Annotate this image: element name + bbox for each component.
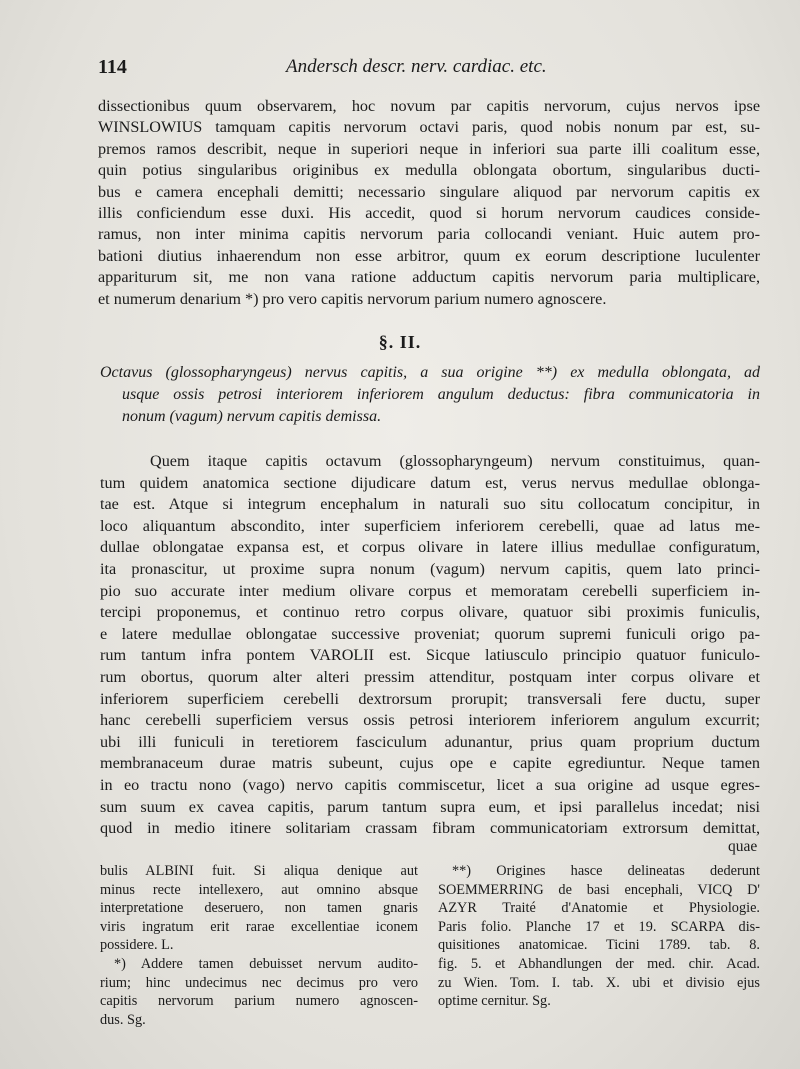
text-line: membranaceum durae matris subeunt, cujus ope e capite egrediuntur. Neque tamen: [100, 754, 760, 773]
text-line: quod in medio itinere solitariam crassam fibram communicatoriam extrorsum demittat,: [100, 819, 760, 838]
text-line: ita pronascitur, ut proxime supra nonum (vagum) nervum capitis, quem lato princi-: [100, 559, 760, 578]
summary-line: Octavus (glossopharyngeus) nervus capitis, a sua origine **) ex medulla oblongata, ad: [100, 364, 760, 381]
footnote-line: fig. 5. et Abhandlungen der med. chir. Acad.: [438, 955, 760, 972]
footnote-line: possidere. L.: [100, 937, 174, 954]
footnote-line: viris ingratum erit rarae excellentiae iconem: [100, 918, 418, 935]
text-line: inferiorem superficiem cerebelli dextrorsum prorupit; transversali fere ductu, super: [100, 689, 760, 708]
catchword: quae: [728, 838, 758, 855]
text-line: bationi diutius inhaerendum non esse arbitror, quum ex eorum descriptione luculenter: [98, 246, 760, 265]
page-number: 114: [98, 56, 127, 78]
main-paragraph: [100, 451, 760, 840]
text-line: pio suo accurate inter medium olivare corpus et memoratam cerebelli superficiem in-: [100, 581, 760, 600]
text-line: in eo tractu nono (vago) nervo capitis commiscetur, licet a sua origine ad usque egres-: [100, 775, 760, 794]
summary-line: usque ossis petrosi interiorem inferiorem angulum deductus: fibra communicatoria in: [122, 386, 760, 403]
footnote-line: quisitiones anatomicae. Ticini 1789. tab. 8.: [438, 937, 760, 954]
text-line: ubi illi funiculi in teretiorem fasciculum adunantur, prius quam proprium ductum: [100, 732, 760, 751]
footnote-line: rium; hinc undecimus nec decimus pro vero: [100, 974, 418, 991]
text-line: premos ramos describit, neque in superiori neque in inferiori sua parte illi coalitum esse,: [98, 139, 760, 158]
footnote-line: bulis ALBINI fuit. Si aliqua denique aut: [100, 863, 418, 879]
footnote-line: minus recte intellexero, aut omnino absque: [100, 881, 418, 898]
page-header: [98, 56, 758, 84]
text-line: hanc cerebelli superficiem versus ossis petrosi interiorem inferiorem angulum excurrit;: [100, 711, 760, 730]
text-line: e latere medullae oblongatae successive proveniat; quorum supremi funiculi origo pa-: [100, 624, 760, 643]
text-line: tercipi proponemus, et continuo retro corpus olivare, quatuor sibi proximis funiculis,: [100, 603, 760, 622]
footnote-line: optime cernitur. Sg.: [438, 993, 551, 1010]
text-line: tae est. Atque si integrum encephalum in naturali suo situ collocatum concipitur, in: [100, 495, 760, 514]
text-line: et numerum denarium *) pro vero capitis nervorum parium numero agnoscere.: [98, 289, 607, 308]
footnote-line: interpretatione deseruero, non tamen gnaris: [100, 900, 418, 917]
summary-line: nonum (vagum) nervum capitis demissa.: [122, 408, 382, 425]
text-line: tum quidem anatomica sectione dijudicare datum est, verus nervus medullae oblonga-: [100, 473, 760, 492]
footnote-line: Paris folio. Planche 17 et 19. SCARPA dis-: [438, 918, 760, 935]
footnote-line: dus. Sg.: [100, 1011, 146, 1028]
text-line: appariturum sit, me non vana ratione adductum capitis nervorum paria multiplicare,: [98, 268, 760, 287]
text-line: quin potius singularibus originibus ex medulla oblongata obortum, singularibus ducti-: [98, 161, 760, 180]
text-line: illis conficiendum esse duxi. His accedit, quod si horum nervorum caudices conside-: [98, 204, 760, 223]
text-line: loco aliquantum abscondito, inter superficiem inferiorem cerebelli, quae ad latus me-: [100, 516, 760, 535]
text-line: bus e camera encephali demitti; necessario singulare aliquod par nervorum capitis ex: [98, 182, 760, 201]
section-summary: [100, 362, 760, 428]
text-line: rum obortus, quorum alter alteri pressim attenditur, postquam inter corpus olivare et: [100, 667, 760, 686]
text-line: sum suum ex cavea capitis, parum tantum supra eum, et ipsi parallelus incedat; nisi: [100, 797, 760, 816]
text-line: dissectionibus quum observarem, hoc novum par capitis nervorum, cujus nervos ipse: [98, 97, 760, 115]
text-line: WINSLOWIUS tamquam capitis nervorum octavi paris, quod nobis nonum par est, su-: [98, 118, 760, 137]
footnote-line: AZYR Traité d'Anatomie et Physiologie.: [438, 900, 760, 917]
running-head: Andersch descr. nerv. cardiac. etc.: [286, 56, 547, 77]
intro-paragraph: [98, 96, 760, 310]
text-line: Quem itaque capitis octavum (glossopharyngeum) nervum constituimus, quan-: [150, 452, 760, 470]
footnote-line: capitis nervorum parium numero agnoscen-: [100, 993, 418, 1010]
section-heading: §. II.: [378, 332, 422, 352]
footnote-line: **) Origines hasce delineatas dederunt: [452, 863, 760, 879]
footnotes-left-column: [100, 862, 418, 1029]
footnote-line: *) Addere tamen debuisset nervum audito-: [114, 955, 418, 972]
footnote-line: SOEMMERRING de basi encephali, VICQ D': [438, 881, 760, 898]
footnotes-right-column: [438, 862, 760, 1011]
text-line: dullae oblongatae expansa est, et corpus olivare in latere illius medullae configuratum,: [100, 538, 760, 557]
text-line: rum tantum infra pontem VAROLII est. Sicque latiusculo principio quatuor funiculo-: [100, 646, 760, 665]
text-line: ramus, non inter minima capitis nervorum paria collocandi veniant. Huic autem pro-: [98, 225, 760, 244]
footnote-line: zu Wien. Tom. I. tab. X. ubi et divisio ejus: [438, 974, 760, 991]
